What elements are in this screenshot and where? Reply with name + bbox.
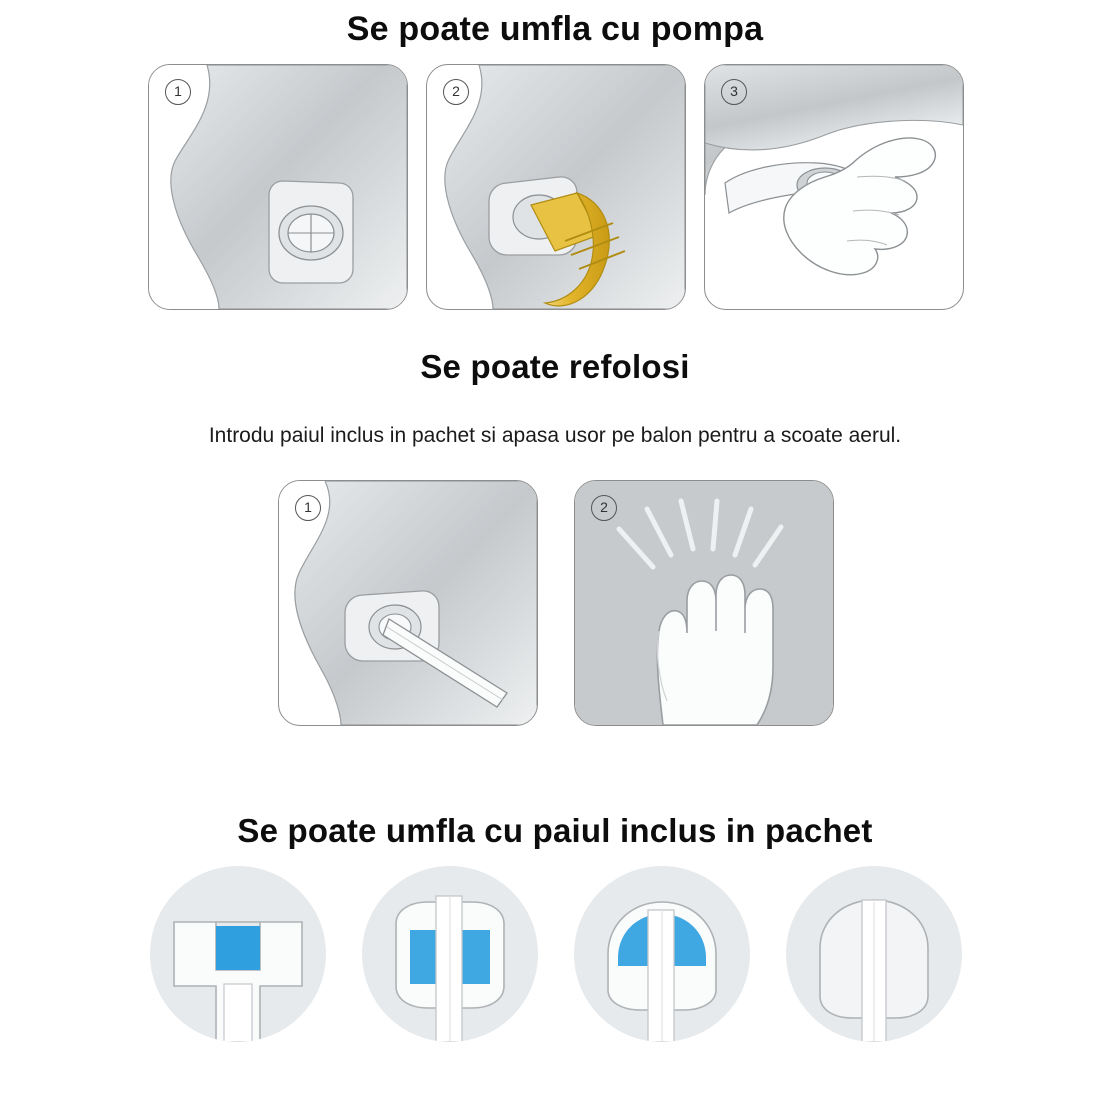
step-badge: 1 bbox=[165, 79, 191, 105]
step-badge: 1 bbox=[295, 495, 321, 521]
reuse-description: Introdu paiul inclus in pachet si apasa usor pe balon pentru a scoate aerul. bbox=[208, 424, 902, 447]
panel-straw-inserted-in-valve bbox=[278, 480, 538, 726]
pump-panel-row bbox=[148, 64, 964, 310]
section-heading-straw: Se poate umfla cu paiul inclus in pachet bbox=[237, 812, 873, 849]
panel-straw-entering-valve bbox=[362, 866, 538, 1042]
panel-straw-inside-valve bbox=[574, 866, 750, 1042]
step-badge: 2 bbox=[591, 495, 617, 521]
panel-hand-pressing-balloon bbox=[574, 480, 834, 726]
straw-panel-row bbox=[150, 866, 962, 1042]
panel-hand-pressing-valve bbox=[704, 64, 964, 310]
step-badge: 3 bbox=[721, 79, 747, 105]
reuse-panel-row bbox=[278, 480, 834, 726]
panel-valve-open-blue bbox=[150, 866, 326, 1042]
panel-pump-nozzle-inserted bbox=[426, 64, 686, 310]
section-heading-reuse: Se poate refolosi bbox=[420, 348, 690, 385]
panel-valve-closeup bbox=[148, 64, 408, 310]
step-badge: 2 bbox=[443, 79, 469, 105]
section-heading-pump: Se poate umfla cu pompa bbox=[346, 10, 764, 48]
panel-valve-sealed bbox=[786, 866, 962, 1042]
